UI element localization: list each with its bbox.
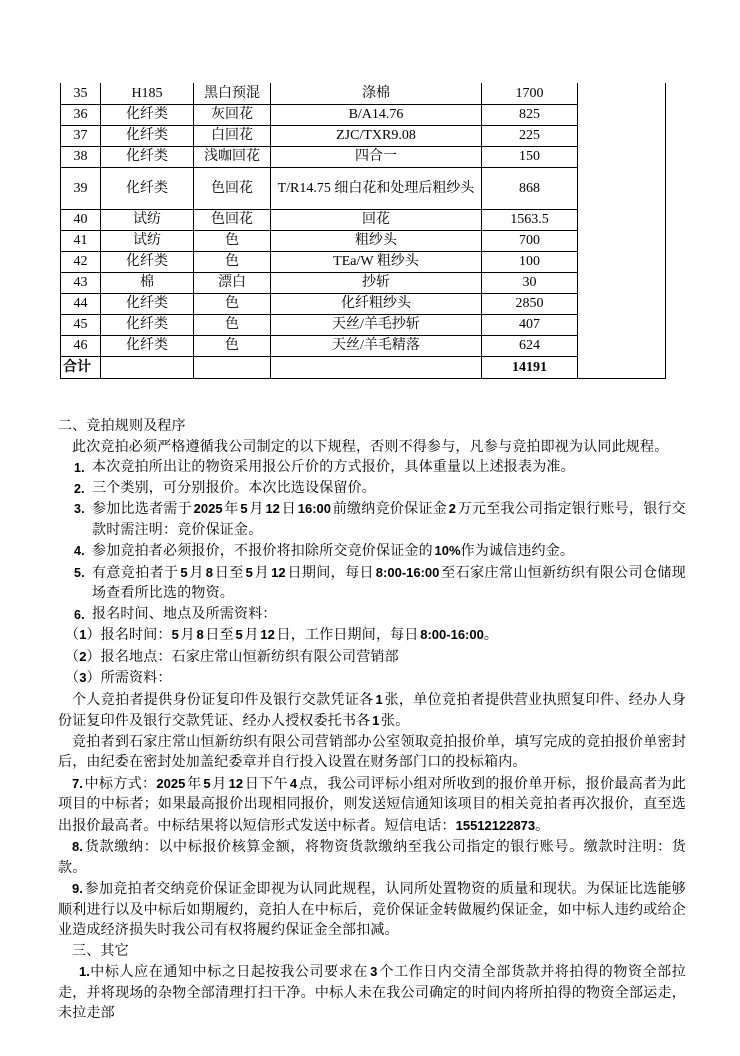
table-row (61, 335, 666, 356)
category-cell: 化纤类 (101, 314, 194, 335)
numeric-text: 8:00-16:00 (375, 564, 440, 580)
item-name-cell: 化纤粗纱头 (271, 293, 482, 314)
materials-table (60, 83, 666, 379)
table-row (61, 83, 666, 104)
table-row (61, 251, 666, 272)
quantity-cell: 100 (482, 251, 578, 272)
color-cell: 漂白 (194, 272, 271, 293)
list-item-number: 1. (74, 461, 85, 475)
row-number-cell: 39 (61, 167, 101, 209)
numeric-text: 12 (260, 627, 275, 642)
paragraph-text: 7. 中标方式：2025 年 5 月 12 日下午 4 点，我公司评标小组对所收到的报价单开标，报价最高者为此项目的中标者；如果最高报价出现相同报价，则发送短信通知该项目的相关竞拍者再次报价，直至选出报价最高者。中标结果将以短信形式发送中标者。短信电话：15512122873。 (58, 775, 686, 834)
table-row (61, 104, 666, 125)
color-cell: 白回花 (194, 125, 271, 146)
numeric-text: 5 (245, 564, 253, 580)
numeric-text: 4 (289, 775, 298, 791)
numeric-text: 5 (180, 564, 188, 580)
numeric-text: 10% (434, 543, 461, 558)
category-cell: 试纺 (101, 230, 194, 251)
item-name-cell: TEa/W 粗纱头 (271, 251, 482, 272)
color-cell: 黑白预混 (194, 83, 271, 104)
paragraph (58, 962, 686, 1025)
numeric-text: 8:00-16:00 (420, 627, 484, 642)
numeric-text: 8. (72, 839, 83, 854)
quantity-cell: 1700 (482, 83, 578, 104)
numeric-text: 3 (370, 964, 378, 979)
category-cell: 化纤类 (101, 293, 194, 314)
numeric-text: 5 (171, 627, 179, 642)
color-cell: 色 (194, 293, 271, 314)
paragraph-text: 本次竞拍所出让的物资采用报公斤价的方式报价，具体重量以上述报表为准。 (92, 460, 575, 475)
item-name-cell: 涤棉 (271, 83, 482, 104)
paragraph (58, 733, 686, 774)
table-row (61, 125, 666, 146)
empty-cell (194, 356, 271, 378)
numeric-text: 1 (372, 713, 380, 728)
row-number-cell: 43 (61, 272, 101, 293)
numeric-text: 9. (72, 881, 83, 896)
item-name-cell: T/R14.75 细白花和处理后粗纱头 (271, 167, 482, 209)
row-number-cell: 36 (61, 104, 101, 125)
row-number-cell: 41 (61, 230, 101, 251)
paragraph-text: 9. 参加竞拍者交纳竞价保证金即视为认同此规程，认同所处置物资的质量和现状。为保证比选能够顺利进行以及中标后如期履约，竞拍人在中标后，竞价保证金转做履约保证金，如中标人违约或给企业造成经济损失时我公司有权将履约保证金全部扣减。 (58, 881, 686, 938)
paragraph-text: （1）报名时间：5 月 8 日至 5 月 12 日，工作日期间，每日 8:00-16:00。 (65, 627, 499, 643)
numeric-text: 3 (79, 670, 87, 685)
color-cell: 灰回花 (194, 104, 271, 125)
quantity-cell: 825 (482, 104, 578, 125)
total-row (61, 356, 666, 378)
item-name-cell: 回花 (271, 209, 482, 230)
row-number-cell: 45 (61, 314, 101, 335)
empty-column-cell (578, 83, 666, 378)
table-row (61, 167, 666, 209)
color-cell: 色回花 (194, 209, 271, 230)
section-heading (58, 417, 686, 438)
row-number-cell: 40 (61, 209, 101, 230)
category-cell: H185 (101, 83, 194, 104)
numeric-text: 1 (79, 627, 87, 642)
row-number-cell: 44 (61, 293, 101, 314)
paragraph-text: （2）报名地点：石家庄常山恒新纺织有限公司营销部 (65, 648, 399, 665)
paragraph-text: 有意竞拍者于 5 月 8 日至 5 月 12 日期间，每日 8:00-16:00 至石家庄常山恒新纺织有限公司仓储现场查看所比选的物资。 (92, 564, 686, 601)
numeric-text: 16:00 (297, 501, 331, 516)
quantity-cell: 2850 (482, 293, 578, 314)
auction-rules-text (58, 417, 686, 1025)
numbered-list-item (58, 563, 686, 605)
numeric-text: 12 (265, 501, 280, 516)
sub-list-item (58, 625, 686, 647)
paragraph-text: 此次竞拍必须严格遵循我公司制定的以下规程，否则不得参与，凡参与竞拍即视为认同此规程。 (72, 439, 669, 455)
category-cell: 试纺 (101, 209, 194, 230)
empty-cell (271, 356, 482, 378)
color-cell: 色 (194, 251, 271, 272)
quantity-cell: 30 (482, 272, 578, 293)
numbered-list-item (58, 499, 686, 541)
numeric-text: 2 (448, 501, 456, 516)
item-name-cell: 天丝/羊毛抄斩 (271, 314, 482, 335)
category-cell: 化纤类 (101, 335, 194, 356)
list-item-number: 2. (74, 481, 85, 496)
sub-list-item (58, 668, 686, 690)
numeric-text: 7. (72, 775, 83, 791)
color-cell: 色 (194, 335, 271, 356)
numeric-text: 5 (235, 627, 243, 642)
paragraph (58, 438, 686, 459)
quantity-cell: 624 (482, 335, 578, 356)
quantity-cell: 1563.5 (482, 209, 578, 230)
table-row (61, 209, 666, 230)
numeric-text: 5 (203, 775, 211, 791)
numbered-list-item (58, 479, 686, 500)
category-cell: 化纤类 (101, 146, 194, 167)
total-quantity: 14191 (482, 356, 578, 378)
paragraph-text: 报名时间、地点及所需资料： (92, 606, 277, 622)
numeric-text: 1 (375, 691, 383, 707)
item-name-cell: 抄斩 (271, 272, 482, 293)
numeric-text: 2025 (193, 501, 223, 516)
paragraph-text: 8. 货款缴纳：以中标报价核算金额，将物资货款缴纳至我公司指定的银行账号。缴款时注明：货款。 (58, 839, 686, 876)
list-item-number: 6. (74, 607, 85, 622)
quantity-cell: 407 (482, 314, 578, 335)
table-row (61, 146, 666, 167)
numeric-text: 12 (228, 775, 244, 791)
quantity-cell: 225 (482, 125, 578, 146)
item-name-cell: 四合一 (271, 146, 482, 167)
numeric-text: 2 (79, 648, 87, 664)
color-cell: 色 (194, 230, 271, 251)
numbered-list-item (58, 605, 686, 626)
numeric-text: 1. (79, 964, 90, 979)
paragraph (58, 837, 686, 879)
category-cell: 化纤类 (101, 125, 194, 146)
color-cell: 浅咖回花 (194, 146, 271, 167)
numeric-text: 8 (196, 627, 204, 642)
quantity-cell: 700 (482, 230, 578, 251)
paragraph (58, 774, 686, 838)
row-number-cell: 35 (61, 83, 101, 104)
numeric-text: 12 (271, 564, 286, 580)
quantity-cell: 150 (482, 146, 578, 167)
category-cell: 棉 (101, 272, 194, 293)
row-number-cell: 37 (61, 125, 101, 146)
table-row (61, 293, 666, 314)
numeric-text: 2025 (156, 775, 186, 791)
item-name-cell: 粗纱头 (271, 230, 482, 251)
row-number-cell: 46 (61, 335, 101, 356)
numeric-text: 15512122873 (455, 817, 536, 833)
list-item-number: 5. (74, 565, 85, 580)
numeric-text: 5 (240, 501, 248, 516)
list-item-number: 3. (74, 502, 85, 516)
item-name-cell: ZJC/TXR9.08 (271, 125, 482, 146)
numbered-list-item (58, 458, 686, 479)
category-cell: 化纤类 (101, 104, 194, 125)
sub-list-item (58, 647, 686, 669)
empty-cell (101, 356, 194, 378)
row-number-cell: 42 (61, 251, 101, 272)
category-cell: 化纤类 (101, 251, 194, 272)
category-cell: 化纤类 (101, 167, 194, 209)
item-name-cell: B/A14.76 (271, 104, 482, 125)
paragraph-text: （3）所需资料： (65, 670, 172, 686)
quantity-cell: 868 (482, 167, 578, 209)
paragraph-text: 二、竞拍规则及程序 (58, 419, 186, 434)
table-row (61, 272, 666, 293)
total-label: 合计 (61, 356, 101, 378)
paragraph-text: 竞拍者到石家庄常山恒新纺织有限公司营销部办公室领取竞拍报价单，填写完成的竞拍报价单密封后，由纪委在密封处加盖纪委章并自行投入设置在财务部门口的投标箱内。 (58, 734, 686, 770)
list-item-number: 4. (74, 544, 85, 558)
paragraph-text: 参加竞拍者必须报价，不报价将扣除所交竞价保证金的 10%作为诚信违约金。 (92, 543, 575, 559)
paragraph-text: 三个类别，可分别报价。本次比选设保留价。 (92, 480, 376, 496)
color-cell: 色回花 (194, 167, 271, 209)
item-name-cell: 天丝/羊毛精落 (271, 335, 482, 356)
table-row (61, 230, 666, 251)
paragraph (58, 942, 686, 963)
numeric-text: 8 (205, 564, 214, 580)
paragraph (58, 879, 686, 942)
color-cell: 色 (194, 314, 271, 335)
numbered-list-item (58, 541, 686, 563)
paragraph-text: 三、其它 (72, 943, 129, 959)
paragraph-text: 个人竞拍者提供身份证复印件及银行交款凭证各 1 张，单位竞拍者提供营业执照复印件、经办人身份证复印件及银行交款凭证、经办人授权委托书各 1 张。 (58, 691, 686, 729)
paragraph-text: 1.中标人应在通知中标之日起按我公司要求在 3 个工作日内交清全部货款并将拍得的物资全部拉走，并将现场的杂物全部清理打扫干净。中标人未在我公司确定的时间内将所拍得的物资全部运走，未拉走部 (58, 964, 687, 1021)
row-number-cell: 38 (61, 146, 101, 167)
paragraph (58, 690, 686, 733)
table-row (61, 314, 666, 335)
paragraph-text: 参加比选者需于 2025 年 5 月 12 日 16:00 前缴纳竞价保证金 2 万元至我公司指定银行账号，银行交款时需注明：竞价保证金。 (92, 501, 686, 538)
